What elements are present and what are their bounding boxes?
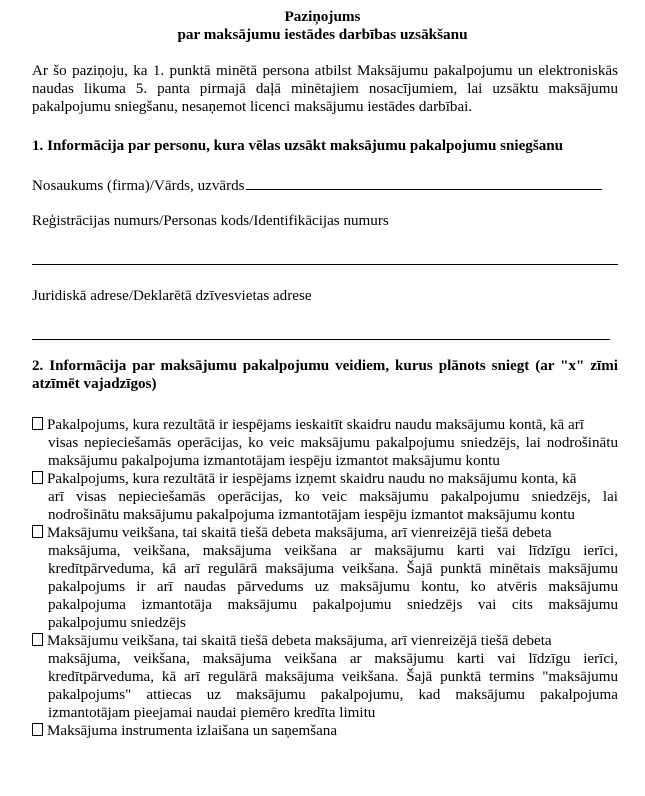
option-text-rest: visas nepieciešamās operācijas, ko veic maksājumu pakalpojumu sniedzējs, lai nodrošinātu maksājumu pakalpojuma izmantotājam iespēju izmantot maksājumu kontu [48, 435, 618, 469]
service-option [32, 722, 618, 740]
name-field-row [32, 176, 618, 195]
document-title [0, 8, 645, 44]
option-text-first: Pakalpojums, kura rezultātā ir iespējams izņemt skaidru naudu no maksājumu konta, kā [47, 471, 577, 487]
service-options-list [32, 416, 618, 740]
address-fill-line[interactable] [32, 339, 610, 340]
name-field-label: Nosaukums (firma)/Vārds, uzvārds [32, 178, 245, 194]
service-option [32, 524, 618, 632]
option-checkbox[interactable] [32, 633, 43, 646]
option-text-first: Maksājuma instrumenta izlaišana un saņemšana [47, 723, 338, 739]
service-option [32, 470, 618, 524]
option-text-rest: maksājuma, veikšana, maksājuma veikšana ar maksājumu karti vai līdzīgu ierīci, kredītpārveduma, kā arī regulārā maksājuma veikšana. Šajā punktā minētais maksājumu pakalpojums ir arī naudas pārvedums uz maksājumu kontu, ko atvēris maksājumu pakalpojuma izmantotāja maksājumu pakalpojumu sniedzējs vai cits maksājumu pakalpojumu sniedzējs [48, 543, 618, 631]
option-checkbox[interactable] [32, 723, 43, 736]
service-option [32, 416, 618, 470]
intro-paragraph: Ar šo paziņoju, ka 1. punktā minētā persona atbilst Maksājumu pakalpojumu un elektroniskās naudas likuma 5. panta pirmajā daļā minētajiem nosacījumiem, lai uzsāktu maksājumu pakalpojumu sniegšanu, nesaņemot licenci maksājumu iestādes darbībai. [32, 63, 618, 115]
option-text-first: Maksājumu veikšana, tai skaitā tiešā debeta maksājuma, arī vienreizējā tiešā debeta [47, 633, 552, 649]
section-1-heading: 1. Informācija par personu, kura vēlas uzsākt maksājumu pakalpojumu sniegšanu [32, 138, 564, 154]
option-checkbox[interactable] [32, 525, 43, 538]
option-checkbox[interactable] [32, 417, 43, 430]
title-line-1: Paziņojums [284, 8, 361, 25]
section-2-heading: 2. Informācija par maksājumu pakalpojumu veidiem, kurus plānots sniegt (ar "x" zīmi atzīmēt vajadzīgos) [32, 358, 618, 392]
registration-fill-line[interactable] [32, 264, 618, 265]
title-line-2: par maksājumu iestādes darbības uzsākšanu [177, 26, 468, 43]
option-checkbox[interactable] [32, 471, 43, 484]
option-text-rest: maksājuma, veikšana, maksājuma veikšana ar maksājumu karti vai līdzīgu ierīci, kredītpārveduma, kā arī regulārā maksājuma veikšana. Šajā punktā termins "maksājumu pakalpojums" attiecas uz maksājumu pakalpojumu, kad maksājumu pakalpojuma izmantotājam pieejamai naudai piemēro kredīta limitu [48, 651, 618, 721]
registration-field-label: Reģistrācijas numurs/Personas kods/Identifikācijas numurs [32, 213, 389, 229]
name-fill-line[interactable] [246, 176, 602, 190]
service-option [32, 632, 618, 722]
option-text-first: Pakalpojums, kura rezultātā ir iespējams ieskaitīt skaidru naudu maksājumu kontā, kā arī [47, 417, 584, 433]
option-text-first: Maksājumu veikšana, tai skaitā tiešā debeta maksājuma, arī vienreizējā tiešā debeta [47, 525, 552, 541]
address-field-label: Juridiskā adrese/Deklarētā dzīvesvietas adrese [32, 288, 312, 304]
option-text-rest: arī visas nepieciešamās operācijas, ko veic maksājumu pakalpojumu sniedzējs, lai nodrošinātu maksājumu pakalpojuma izmantotājam iespēju izmantot maksājumu kontu [48, 489, 618, 523]
